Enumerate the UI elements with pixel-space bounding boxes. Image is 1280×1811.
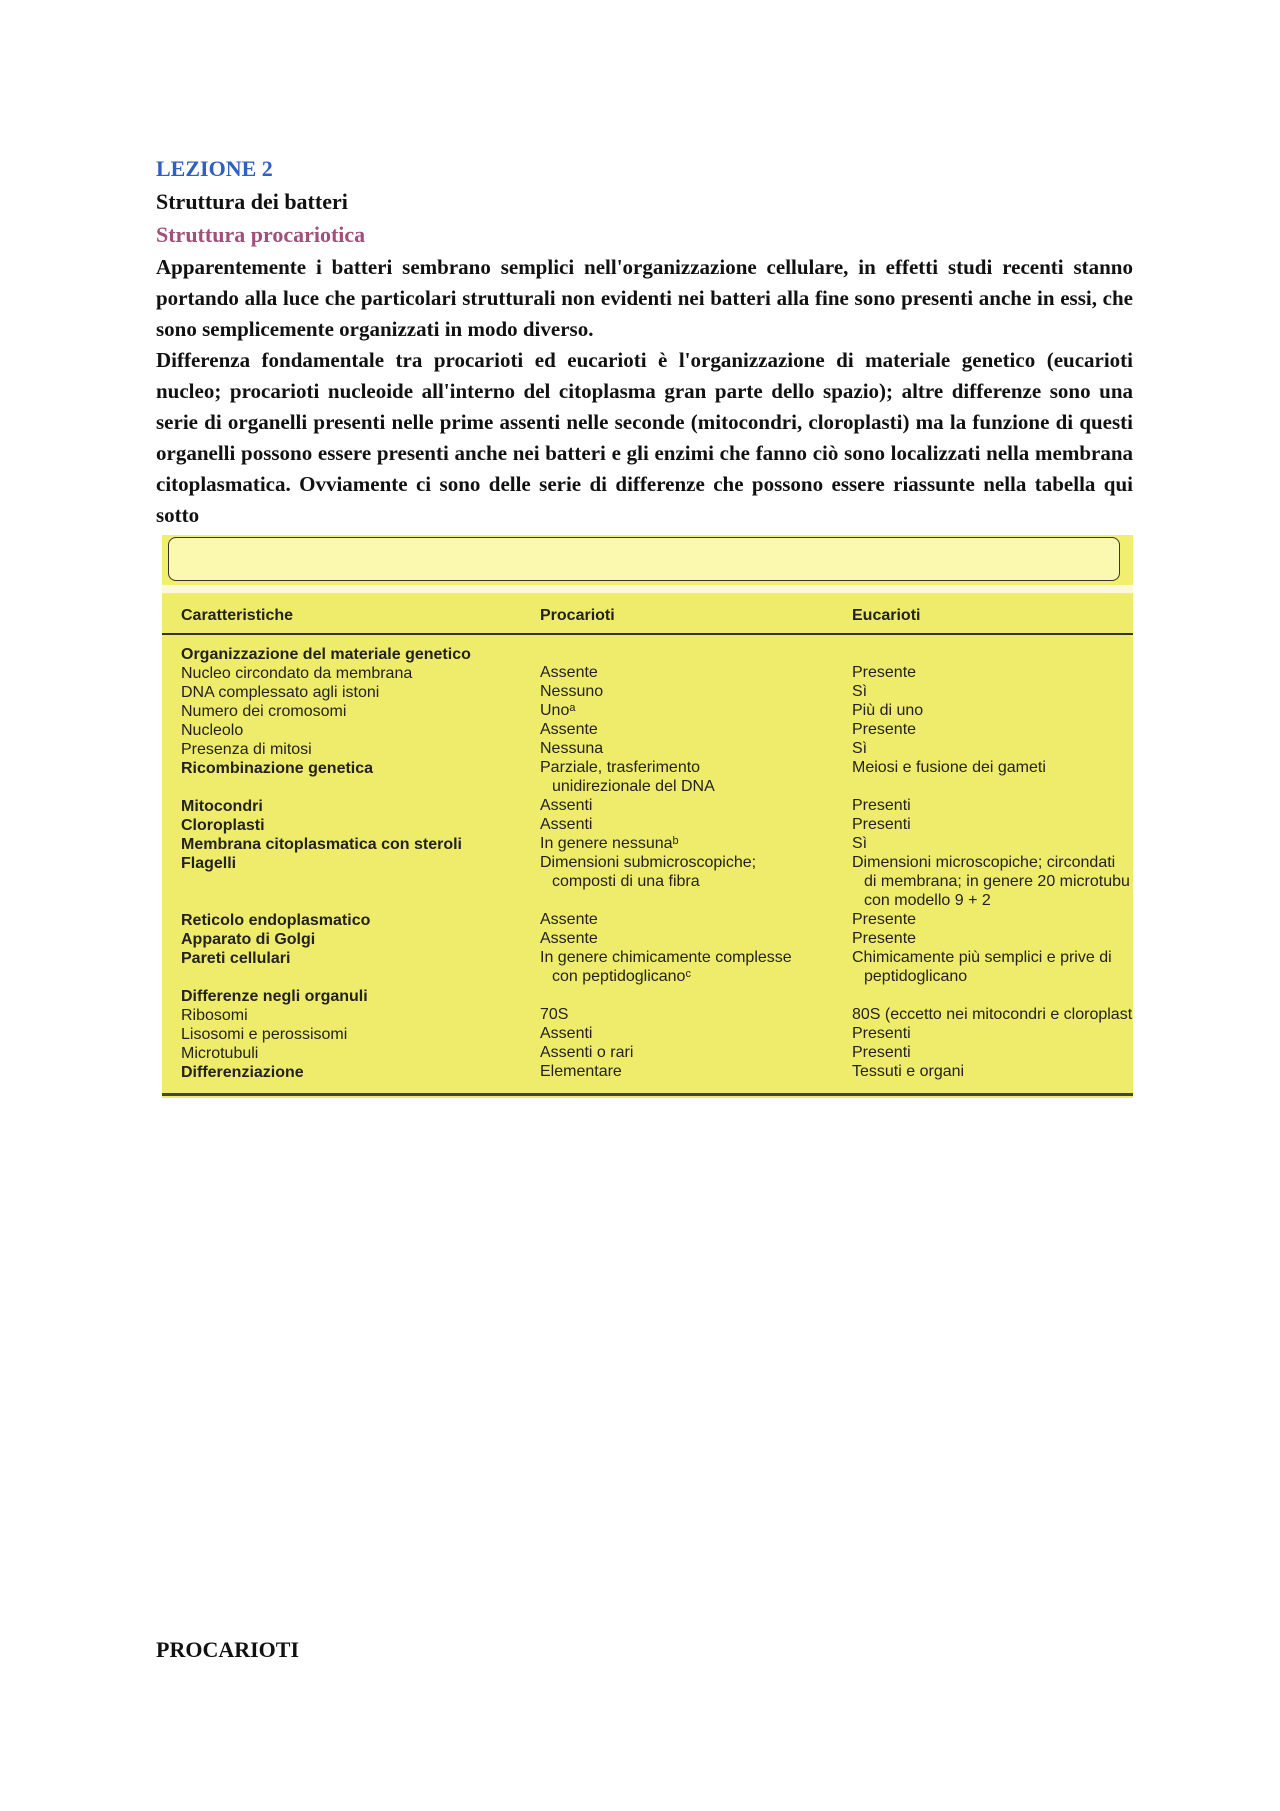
col3-cell: peptidoglicano — [864, 968, 968, 985]
column-eucarioti — [852, 663, 1133, 1081]
col1-cell — [181, 892, 531, 911]
col2-cell: Assenti — [540, 1025, 593, 1042]
col1-cell: Presenza di mitosi — [181, 741, 312, 758]
col1-cell: Differenze negli organuli — [181, 988, 368, 1005]
col3-cell: Presenti — [852, 1025, 911, 1042]
table-band-divider — [162, 585, 1133, 593]
col1-cell: Nucleolo — [181, 722, 244, 739]
col3-cell: di membrana; in genere 20 microtubu — [864, 873, 1130, 890]
col2-cell: Parziale, trasferimento — [540, 759, 701, 776]
col1-cell: Organizzazione del materiale genetico — [181, 646, 471, 663]
col3-cell: 80S (eccetto nei mitocondri e cloroplast — [852, 1006, 1133, 1023]
col1-cell: Reticolo endoplasmatico — [181, 912, 371, 929]
body-text — [156, 252, 1133, 531]
col1-cell: Microtubuli — [181, 1045, 259, 1062]
col1-cell: DNA complessato agli istoni — [181, 684, 380, 701]
col3-cell: Sì — [852, 683, 868, 700]
col3-cell: Chimicamente più semplici e prive di — [852, 949, 1112, 966]
col1-cell — [181, 968, 531, 987]
table-title-box — [168, 537, 1120, 581]
col3-cell: Presente — [852, 930, 917, 947]
col2-cell: Assenti — [540, 816, 593, 833]
col3-cell: Sì — [852, 740, 868, 757]
col1-cell: Cloroplasti — [181, 817, 265, 834]
col1-cell: Mitocondri — [181, 798, 263, 815]
col2-cell — [540, 986, 840, 1005]
col1-cell: Pareti cellulari — [181, 950, 291, 967]
col2-cell: Elementare — [540, 1063, 622, 1080]
col1-cell: Differenziazione — [181, 1064, 304, 1081]
col3-cell: Presenti — [852, 1044, 911, 1061]
col2-cell: Nessuno — [540, 683, 604, 700]
col1-cell — [181, 873, 531, 892]
col3-cell: Presenti — [852, 816, 911, 833]
column-caratteristiche — [181, 645, 531, 1082]
col3-cell: Presente — [852, 911, 917, 928]
header-rule — [162, 633, 1133, 635]
comparison-table-image — [162, 535, 1133, 1098]
col2-cell: Dimensioni submicroscopiche; — [540, 854, 757, 871]
col2-cell: In genere chimicamente complesse — [540, 949, 792, 966]
header-procarioti: Procarioti — [540, 607, 615, 624]
col3-cell: Meiosi e fusione dei gameti — [852, 759, 1046, 776]
col3-cell: con modello 9 + 2 — [864, 892, 991, 909]
paragraph-1: Apparentemente i batteri sembrano semplici nell'organizzazione cellulare, in effetti studi recenti stanno portando alla luce che particolari strutturali non evidenti nei batteri alla fine sono presenti anche in essi, che sono semplicemente organizzati in modo diverso. — [156, 255, 1133, 341]
header-eucarioti: Eucarioti — [852, 607, 921, 624]
col1-cell: Numero dei cromosomi — [181, 703, 347, 720]
page-title: Struttura dei batteri — [156, 189, 348, 214]
col2-cell: Assente — [540, 664, 598, 681]
col3-cell — [852, 777, 1133, 796]
col2-cell: con peptidoglicanoᶜ — [552, 968, 692, 985]
section-subtitle: Struttura procariotica — [156, 222, 366, 247]
col2-cell: Assenti — [540, 797, 593, 814]
col1-cell: Ribosomi — [181, 1007, 248, 1024]
col2-cell: In genere nessunaᵇ — [540, 835, 679, 852]
col2-cell: Assente — [540, 721, 598, 738]
col2-cell: Assente — [540, 911, 598, 928]
table-bottom-rule — [162, 1093, 1133, 1096]
col1-cell: Apparato di Golgi — [181, 931, 316, 948]
col3-cell: Presenti — [852, 797, 911, 814]
lesson-label: LEZIONE 2 — [156, 156, 273, 181]
col3-cell: Sì — [852, 835, 868, 852]
col3-cell: Dimensioni microscopiche; circondati — [852, 854, 1116, 871]
col1-cell: Flagelli — [181, 855, 237, 872]
col2-cell: 70S — [540, 1006, 569, 1023]
col3-cell: Presente — [852, 664, 917, 681]
column-procarioti — [540, 663, 840, 1081]
paragraph-2: Differenza fondamentale tra procarioti ed eucarioti è l'organizzazione di materiale genetico (eucarioti nucleo; procarioti nucleoide all'interno del citoplasma gran parte dello spazio); altre differenze sono una serie di organelli presenti nelle prime assenti nelle seconde (mitocondri, cloroplasti) ma la funzione di questi organelli possono essere presenti anche nei batteri e gli enzimi che fanno ciò sono localizzati nella membrana citoplasmatica. Ovviamente ci sono delle serie di differenze che possono essere riassunte nella tabella qui sotto — [156, 348, 1133, 527]
col1-cell: Lisosomi e perossisomi — [181, 1026, 348, 1043]
col3-cell: Tessuti e organi — [852, 1063, 965, 1080]
col2-cell: Unoᵃ — [540, 702, 576, 719]
footer-heading: PROCARIOTI — [156, 1637, 300, 1662]
col1-cell: Membrana citoplasmatica con steroli — [181, 836, 462, 853]
col2-cell: composti di una fibra — [552, 873, 700, 890]
col2-cell: unidirezionale del DNA — [552, 778, 715, 795]
col2-cell: Assente — [540, 930, 598, 947]
header-caratteristiche: Caratteristiche — [181, 607, 294, 624]
col2-cell: Assenti o rari — [540, 1044, 634, 1061]
col3-cell — [852, 986, 1133, 1005]
col2-cell — [540, 891, 840, 910]
col1-cell: Ricombinazione genetica — [181, 760, 374, 777]
col2-cell: Nessuna — [540, 740, 604, 757]
col1-cell: Nucleo circondato da membrana — [181, 665, 413, 682]
col1-cell — [181, 778, 531, 797]
col3-cell: Presente — [852, 721, 917, 738]
col3-cell: Più di uno — [852, 702, 924, 719]
